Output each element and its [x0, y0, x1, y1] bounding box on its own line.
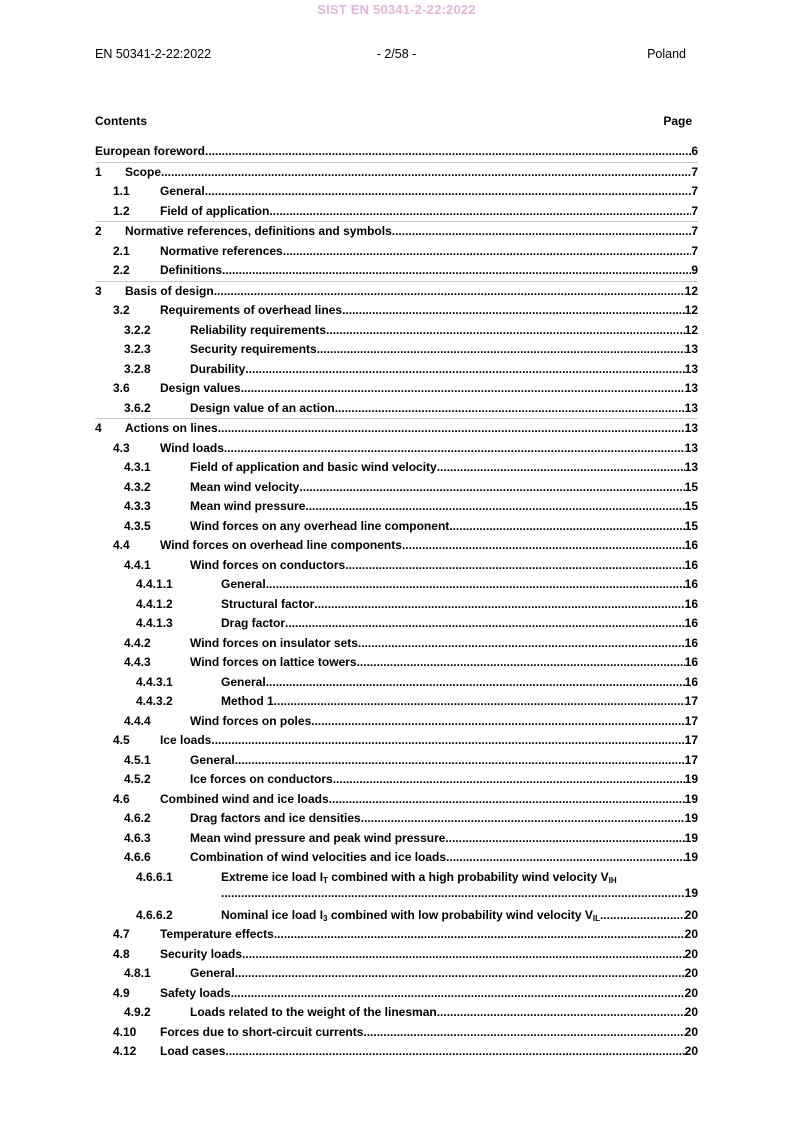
- toc-entry-title: Wind forces on lattice towers: [190, 655, 357, 669]
- toc-entry[interactable]: [95, 809, 698, 829]
- toc-entry-page: 7: [691, 203, 698, 218]
- toc-entry-page: 13: [684, 381, 698, 395]
- toc-entry-number: 1: [95, 164, 102, 179]
- toc-entry-page: 20: [684, 1044, 698, 1058]
- toc-entry[interactable]: [95, 301, 698, 321]
- toc-entry-number: 4.6.3: [124, 830, 151, 845]
- toc-leader-dots: [242, 947, 685, 961]
- toc-entry-title: Forces due to short-circuit currents: [160, 1024, 364, 1039]
- contents-heading: [95, 114, 692, 128]
- toc-entry-title: Combination of wind velocities and ice loads: [190, 850, 447, 864]
- toc-entry-page: 16: [684, 577, 698, 591]
- header-page-number: - 2/58 -: [376, 47, 417, 61]
- toc-leader-dots: [305, 499, 684, 513]
- toc-entry-page: 13: [684, 361, 698, 376]
- toc-entry-number: 4.6.6.1: [136, 869, 173, 884]
- toc-entry-title: Ice loads: [160, 733, 212, 747]
- contents-title: Contents: [95, 114, 147, 128]
- toc-entry[interactable]: [95, 868, 698, 906]
- toc-entry[interactable]: [95, 399, 698, 419]
- toc-entry-title: Normative references: [160, 243, 283, 258]
- toc-leader-dots: [211, 733, 684, 747]
- toc-entry-title: Wind forces on overhead line components: [160, 538, 402, 552]
- toc-leader-dots: [285, 616, 685, 630]
- toc-leader-dots: [342, 303, 685, 317]
- toc-entry-page: 19: [684, 772, 698, 786]
- toc-leader-dots: [245, 362, 684, 376]
- toc-entry-page: 17: [684, 713, 698, 728]
- toc-entry-page: 16: [684, 655, 698, 669]
- table-of-contents: [95, 142, 698, 1062]
- toc-entry-page: 20: [684, 1024, 698, 1039]
- toc-entry-page: 12: [684, 283, 698, 298]
- toc-leader-dots: [345, 558, 684, 572]
- toc-leader-dots: [269, 204, 691, 218]
- toc-entry[interactable]: [95, 340, 698, 360]
- toc-entry-number: 1.1: [113, 184, 130, 198]
- toc-leader-dots: [224, 441, 685, 455]
- toc-leader-dots: [446, 850, 685, 864]
- toc-entry-number: 4: [95, 421, 102, 435]
- toc-entry[interactable]: [95, 790, 698, 810]
- toc-entry[interactable]: [95, 517, 698, 537]
- toc-entry-page: 7: [691, 184, 698, 198]
- toc-entry-title: Field of application: [160, 203, 270, 218]
- toc-entry-title: General: [221, 674, 266, 689]
- toc-entry-page: 7: [691, 224, 698, 238]
- toc-entry-title: Mean wind pressure and peak wind pressure: [190, 830, 446, 845]
- toc-entry[interactable]: [95, 162, 698, 183]
- toc-entry[interactable]: [95, 458, 698, 478]
- toc-entry-title: European foreword: [95, 144, 206, 158]
- toc-entry-title: Basis of design: [125, 283, 214, 298]
- toc-entry-page: 20: [684, 985, 698, 1000]
- toc-entry-title: Design values: [160, 381, 241, 395]
- toc-entry[interactable]: [95, 261, 698, 281]
- toc-entry-number: 4.4.1.2: [136, 596, 173, 611]
- toc-entry-page: 20: [684, 1005, 698, 1019]
- toc-entry-title: Ice forces on conductors: [190, 772, 333, 786]
- toc-entry-number: 4.5.2: [124, 772, 151, 786]
- toc-leader-dots: [317, 342, 685, 356]
- toc-leader-dots: [311, 714, 684, 728]
- toc-entry-page: 13: [684, 421, 698, 435]
- toc-entry-number: 4.7: [113, 927, 130, 941]
- toc-entry-title: Safety loads: [160, 985, 231, 1000]
- toc-entry-title: General: [160, 184, 205, 198]
- toc-entry-page: 17: [684, 752, 698, 767]
- toc-leader-dots: [361, 811, 685, 825]
- toc-entry-title: Reliability requirements: [190, 322, 327, 337]
- toc-entry[interactable]: [95, 1003, 698, 1023]
- toc-entry-number: 4.4.2: [124, 635, 151, 650]
- toc-entry[interactable]: [95, 673, 698, 693]
- toc-entry[interactable]: [95, 281, 698, 302]
- toc-entry-page: 19: [684, 811, 698, 825]
- toc-entry-number: 2.1: [113, 243, 130, 258]
- toc-entry-number: 4.6: [113, 791, 130, 806]
- toc-entry-page: 19: [684, 885, 698, 900]
- toc-entry-number: 4.9.2: [124, 1005, 151, 1019]
- toc-leader-dots: [221, 886, 685, 900]
- toc-leader-dots: [266, 577, 685, 591]
- toc-entry-page: 13: [684, 342, 698, 356]
- toc-entry-page: 17: [684, 694, 698, 708]
- toc-entry-page: 15: [684, 479, 698, 494]
- toc-entry-number: 4.6.6: [124, 850, 151, 864]
- toc-entry-page: 20: [684, 966, 698, 980]
- toc-entry-title: Mean wind pressure: [190, 499, 306, 513]
- toc-entry-number: 4.5: [113, 733, 130, 747]
- watermark: SIST EN 50341-2-22:2022: [317, 2, 476, 17]
- toc-entry-page: 16: [684, 616, 698, 630]
- toc-leader-dots: [225, 1044, 684, 1058]
- toc-entry[interactable]: [95, 829, 698, 849]
- toc-leader-dots: [274, 694, 685, 708]
- toc-entry-number: 3.2.2: [124, 322, 151, 337]
- toc-entry-number: 3: [95, 283, 102, 298]
- toc-leader-dots: [402, 538, 685, 552]
- toc-entry[interactable]: [95, 634, 698, 654]
- toc-entry-page: 7: [691, 164, 698, 179]
- toc-leader-dots: [218, 421, 685, 435]
- toc-entry-page: 19: [684, 830, 698, 845]
- toc-entry-title: Normative references, definitions and symbols: [125, 224, 392, 238]
- toc-entry-number: 4.8.1: [124, 966, 151, 980]
- toc-entry-page: 16: [684, 557, 698, 572]
- toc-entry[interactable]: [95, 478, 698, 498]
- toc-leader-dots: [333, 772, 685, 786]
- toc-entry-title: Field of application and basic wind velocity: [190, 460, 437, 474]
- toc-entry-number: 4.9: [113, 985, 130, 1000]
- toc-entry[interactable]: [95, 379, 698, 399]
- toc-leader-dots: [161, 165, 691, 179]
- toc-leader-dots: [205, 184, 692, 198]
- toc-entry-title: Loads related to the weight of the linesman: [190, 1005, 437, 1019]
- toc-entry-number: 4.4.1: [124, 557, 151, 572]
- toc-entry[interactable]: [95, 182, 698, 202]
- toc-entry[interactable]: [95, 1042, 698, 1062]
- toc-leader-dots: [363, 1025, 684, 1039]
- toc-entry-title: Combined wind and ice loads: [160, 791, 329, 806]
- toc-leader-dots: [241, 381, 685, 395]
- toc-leader-dots: [335, 401, 685, 415]
- toc-entry-number: 4.6.6.2: [136, 907, 173, 922]
- toc-entry-title: Drag factors and ice densities: [190, 811, 361, 825]
- toc-entry-page: 15: [684, 518, 698, 533]
- toc-entry-title: Wind forces on any overhead line component: [190, 518, 450, 533]
- toc-entry-number: 3.2: [113, 303, 130, 317]
- toc-entry-number: 4.3.2: [124, 479, 151, 494]
- toc-entry-title: Wind forces on poles: [190, 713, 312, 728]
- toc-entry[interactable]: [95, 770, 698, 790]
- toc-entry-number: 4.4.4: [124, 713, 151, 728]
- toc-entry-title: Wind forces on conductors: [190, 557, 346, 572]
- toc-leader-dots: [205, 144, 691, 158]
- toc-entry-number: 1.2: [113, 203, 130, 218]
- toc-entry-number: 4.3.3: [124, 499, 151, 513]
- toc-entry-number: 4.4.1.1: [136, 577, 173, 591]
- toc-entry[interactable]: [95, 964, 698, 984]
- toc-entry-number: 4.4.3.1: [136, 674, 173, 689]
- toc-entry-number: 4.8: [113, 946, 130, 961]
- toc-entry[interactable]: [95, 751, 698, 771]
- toc-entry-title: Security requirements: [190, 342, 317, 356]
- toc-leader-dots: [274, 927, 685, 941]
- toc-leader-dots: [357, 655, 685, 669]
- toc-entry-page: 12: [684, 303, 698, 317]
- toc-entry-number: 4.12: [113, 1044, 137, 1058]
- toc-entry-page: 13: [684, 400, 698, 415]
- toc-entry[interactable]: [95, 925, 698, 945]
- toc-entry-page: 16: [684, 674, 698, 689]
- toc-entry-number: 4.3.5: [124, 518, 151, 533]
- header-country: Poland: [647, 47, 686, 61]
- toc-entry-page: 20: [684, 927, 698, 941]
- toc-entry-title: Durability: [190, 361, 246, 376]
- toc-entry[interactable]: [95, 221, 698, 242]
- toc-leader-dots: [449, 519, 684, 533]
- toc-entry[interactable]: [95, 202, 698, 222]
- toc-leader-dots: [437, 1005, 685, 1019]
- toc-entry-title: Method 1: [221, 694, 274, 708]
- header-standard-id: EN 50341-2-22:2022: [95, 47, 212, 61]
- page-column-label: Page: [663, 114, 692, 128]
- toc-entry[interactable]: [95, 142, 698, 162]
- toc-entry-title: General: [221, 577, 266, 591]
- toc-leader-dots: [235, 966, 685, 980]
- toc-entry[interactable]: [95, 497, 698, 517]
- toc-entry-page: 16: [684, 596, 698, 611]
- toc-entry[interactable]: [95, 653, 698, 673]
- toc-leader-dots: [358, 636, 685, 650]
- toc-entry[interactable]: [95, 848, 698, 868]
- toc-entry-title: Actions on lines: [125, 421, 218, 435]
- toc-entry-title: Nominal ice load $I_3$ combined with low probability wind velocity $V_{IL}$: [221, 907, 600, 923]
- toc-entry-page: 13: [684, 460, 698, 474]
- toc-leader-dots: [326, 323, 685, 337]
- toc-entry[interactable]: [95, 731, 698, 751]
- toc-entry-page: 20: [684, 907, 698, 922]
- toc-entry-number: 4.5.1: [124, 752, 151, 767]
- toc-entry[interactable]: [95, 906, 698, 926]
- toc-entry[interactable]: [95, 575, 698, 595]
- toc-entry-page: 15: [684, 499, 698, 513]
- toc-entry-number: 4.4: [113, 538, 130, 552]
- toc-entry-number: 4.4.3: [124, 655, 151, 669]
- toc-entry-title: Security loads: [160, 946, 243, 961]
- toc-entry[interactable]: [95, 614, 698, 634]
- toc-entry-page: 17: [684, 733, 698, 747]
- toc-entry-title: Drag factor: [221, 616, 286, 630]
- toc-entry-page: 16: [684, 635, 698, 650]
- toc-entry-number: 2: [95, 224, 102, 238]
- toc-entry-title: Design value of an action: [190, 400, 335, 415]
- toc-entry-number: 4.3: [113, 440, 130, 455]
- toc-entry-title: Wind forces on insulator sets: [190, 635, 358, 650]
- toc-entry-title: Temperature effects: [160, 927, 274, 941]
- toc-leader-dots: [235, 753, 685, 767]
- toc-entry[interactable]: [95, 360, 698, 380]
- toc-entry-title: Scope: [125, 164, 162, 179]
- toc-leader-dots: [314, 597, 684, 611]
- toc-leader-dots: [392, 224, 692, 238]
- toc-entry-number: 4.4.3.2: [136, 694, 173, 708]
- toc-entry[interactable]: [95, 1023, 698, 1043]
- toc-entry-page: 9: [691, 263, 698, 277]
- toc-entry[interactable]: [95, 984, 698, 1004]
- toc-entry[interactable]: [95, 418, 698, 439]
- toc-entry-title: Definitions: [160, 263, 222, 277]
- toc-leader-dots: [222, 263, 691, 277]
- toc-entry-title: Load cases: [160, 1044, 226, 1058]
- toc-leader-dots: [266, 675, 685, 689]
- toc-entry-page: 12: [684, 322, 698, 337]
- toc-entry-title: General: [190, 752, 235, 767]
- toc-entry[interactable]: [95, 945, 698, 965]
- toc-entry-title: Wind loads: [160, 440, 224, 455]
- toc-entry-title: General: [190, 966, 235, 980]
- toc-leader-dots: [437, 460, 685, 474]
- toc-entry[interactable]: [95, 536, 698, 556]
- toc-entry[interactable]: [95, 556, 698, 576]
- toc-leader-dots: [329, 792, 685, 806]
- toc-entry[interactable]: [95, 692, 698, 712]
- toc-entry-page: 20: [684, 946, 698, 961]
- toc-entry-number: 4.10: [113, 1024, 137, 1039]
- toc-entry[interactable]: [95, 595, 698, 615]
- toc-leader-dots: [231, 986, 685, 1000]
- toc-entry[interactable]: [95, 321, 698, 341]
- toc-entry-number: 3.2.3: [124, 342, 151, 356]
- toc-entry-number: 4.3.1: [124, 460, 151, 474]
- toc-entry-page: 19: [684, 791, 698, 806]
- toc-leader-dots: [600, 908, 685, 923]
- toc-entry-title: Requirements of overhead lines: [160, 303, 343, 317]
- toc-entry[interactable]: [95, 712, 698, 732]
- toc-entry[interactable]: [95, 439, 698, 459]
- toc-leader-dots: [214, 284, 685, 298]
- toc-entry-page: 7: [691, 243, 698, 258]
- toc-entry-title: Extreme ice load $I_T$ combined with a high probability wind velocity $V_{IH}$: [221, 869, 617, 885]
- toc-entry-number: 4.6.2: [124, 811, 151, 825]
- toc-entry-number: 3.6: [113, 381, 130, 395]
- toc-entry-title: Structural factor: [221, 596, 315, 611]
- toc-leader-dots: [445, 831, 684, 845]
- toc-entry-page: 16: [684, 538, 698, 552]
- toc-entry-page: 13: [684, 440, 698, 455]
- toc-leader-dots: [283, 244, 692, 258]
- toc-entry-number: 3.2.8: [124, 361, 151, 376]
- toc-entry[interactable]: [95, 242, 698, 262]
- toc-entry-page: 6: [691, 144, 698, 158]
- toc-entry-number: 4.4.1.3: [136, 616, 173, 630]
- toc-entry-number: 2.2: [113, 263, 130, 277]
- toc-entry-page: 19: [684, 850, 698, 864]
- toc-entry-number: 3.6.2: [124, 400, 151, 415]
- toc-entry-title: Mean wind velocity: [190, 479, 300, 494]
- toc-leader-dots: [299, 480, 684, 494]
